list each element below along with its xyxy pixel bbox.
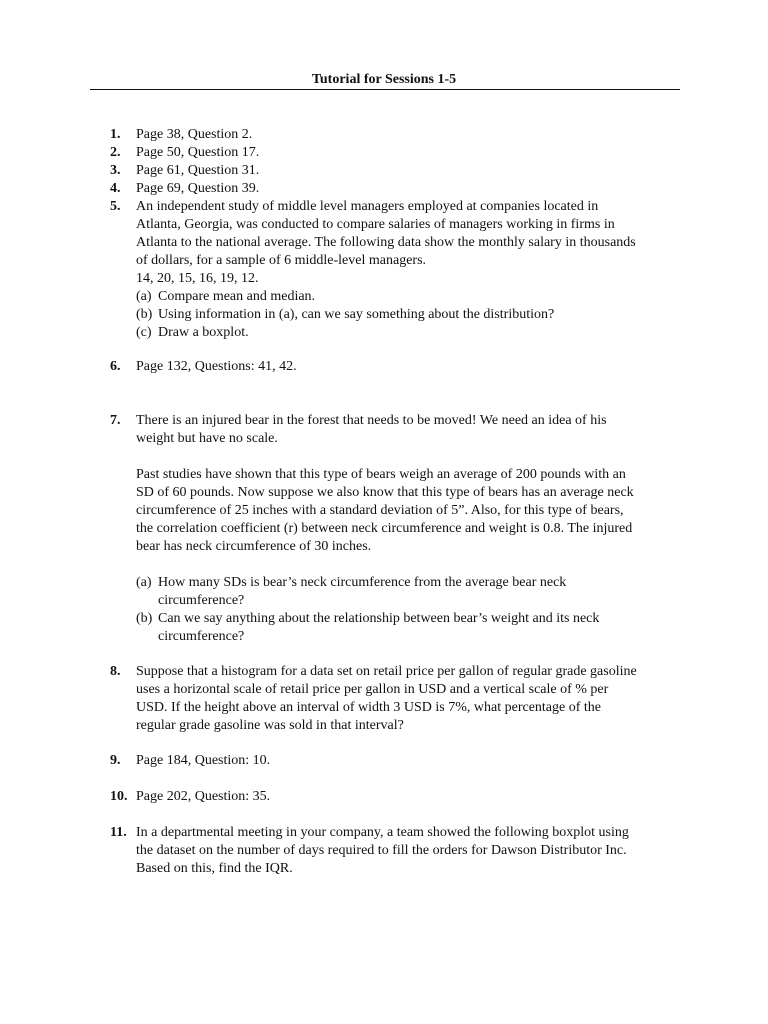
title-rule	[90, 89, 680, 90]
question-number: 3.	[110, 163, 121, 178]
question-text: Page 38, Question 2.	[136, 127, 253, 142]
question-text: Page 202, Question: 35.	[136, 789, 271, 804]
sub-question-b	[136, 610, 676, 646]
sub-question-text: Can we say anything about the relationship between bear’s weight and its neck	[158, 611, 600, 626]
question-text-line: the correlation coefficient (r) between neck circumference and weight is 0.8. The injured	[136, 521, 633, 536]
question-number: 6.	[110, 359, 121, 374]
data-values: 14, 20, 15, 16, 19, 12.	[136, 271, 259, 286]
question-text-line: bear has neck circumference of 30 inches.	[136, 539, 372, 554]
question-number: 7.	[110, 413, 121, 428]
sub-question-text: circumference?	[158, 593, 245, 608]
question-text-line: Past studies have shown that this type of bears weigh an average of 200 pounds with an	[136, 467, 626, 482]
question-text-line: uses a horizontal scale of retail price per gallon in USD and a vertical scale of % per	[136, 682, 609, 697]
question-text: Page 61, Question 31.	[136, 163, 260, 178]
sub-question-text: Using information in (a), can we say something about the distribution?	[158, 307, 555, 322]
question-number: 9.	[110, 753, 121, 768]
sub-question-label: (b)	[136, 307, 153, 322]
question-text-line: SD of 60 pounds. Now suppose we also know that this type of bears has an average neck	[136, 485, 634, 500]
sub-question-a	[136, 288, 676, 306]
page-title: Tutorial for Sessions 1-5	[311, 72, 457, 87]
sub-question-text: circumference?	[158, 629, 245, 644]
sub-question-label: (a)	[136, 289, 152, 304]
sub-question-text: Compare mean and median.	[158, 289, 316, 304]
sub-question-text: How many SDs is bear’s neck circumference from the average bear neck	[158, 575, 567, 590]
question-text: Page 132, Questions: 41, 42.	[136, 359, 297, 374]
question-text-line: regular grade gasoline was sold in that interval?	[136, 718, 404, 733]
question-text-line: Atlanta, Georgia, was conducted to compare salaries of managers working in firms in	[136, 217, 615, 232]
question-text-line: Suppose that a histogram for a data set on retail price per gallon of regular grade gasoline	[136, 664, 637, 679]
question-text-line: In a departmental meeting in your company, a team showed the following boxplot using	[136, 825, 629, 840]
sub-question-label: (b)	[136, 611, 153, 626]
question-text-line: weight but have no scale.	[136, 431, 278, 446]
question-text: Page 184, Question: 10.	[136, 753, 271, 768]
question-text-line: Atlanta to the national average. The following data show the monthly salary in thousands	[136, 235, 636, 250]
sub-question-label: (c)	[136, 325, 152, 340]
question-text-line: the dataset on the number of days required to fill the orders for Dawson Distributor Inc.	[136, 843, 627, 858]
question-number: 5.	[110, 199, 121, 214]
question-text-line: of dollars, for a sample of 6 middle-level managers.	[136, 253, 427, 268]
question-text: Page 69, Question 39.	[136, 181, 260, 196]
question-text-line: Based on this, find the IQR.	[136, 861, 293, 876]
question-number: 4.	[110, 181, 121, 196]
question-number: 11.	[110, 825, 127, 840]
sub-question-b	[136, 306, 676, 324]
question-text-line: There is an injured bear in the forest that needs to be moved! We need an idea of his	[136, 413, 607, 428]
question-number: 2.	[110, 145, 121, 160]
sub-question-c	[136, 324, 676, 342]
question-text-line: An independent study of middle level managers employed at companies located in	[136, 199, 599, 214]
question-number: 10.	[110, 789, 128, 804]
question-number: 8.	[110, 664, 121, 679]
question-text: Page 50, Question 17.	[136, 145, 260, 160]
sub-question-a	[136, 574, 676, 610]
question-text-line: USD. If the height above an interval of width 3 USD is 7%, what percentage of the	[136, 700, 601, 715]
question-number: 1.	[110, 127, 121, 142]
sub-question-text: Draw a boxplot.	[158, 325, 249, 340]
question-text-line: circumference of 25 inches with a standard deviation of 5”. Also, for this type of bears,	[136, 503, 624, 518]
sub-question-label: (a)	[136, 575, 152, 590]
